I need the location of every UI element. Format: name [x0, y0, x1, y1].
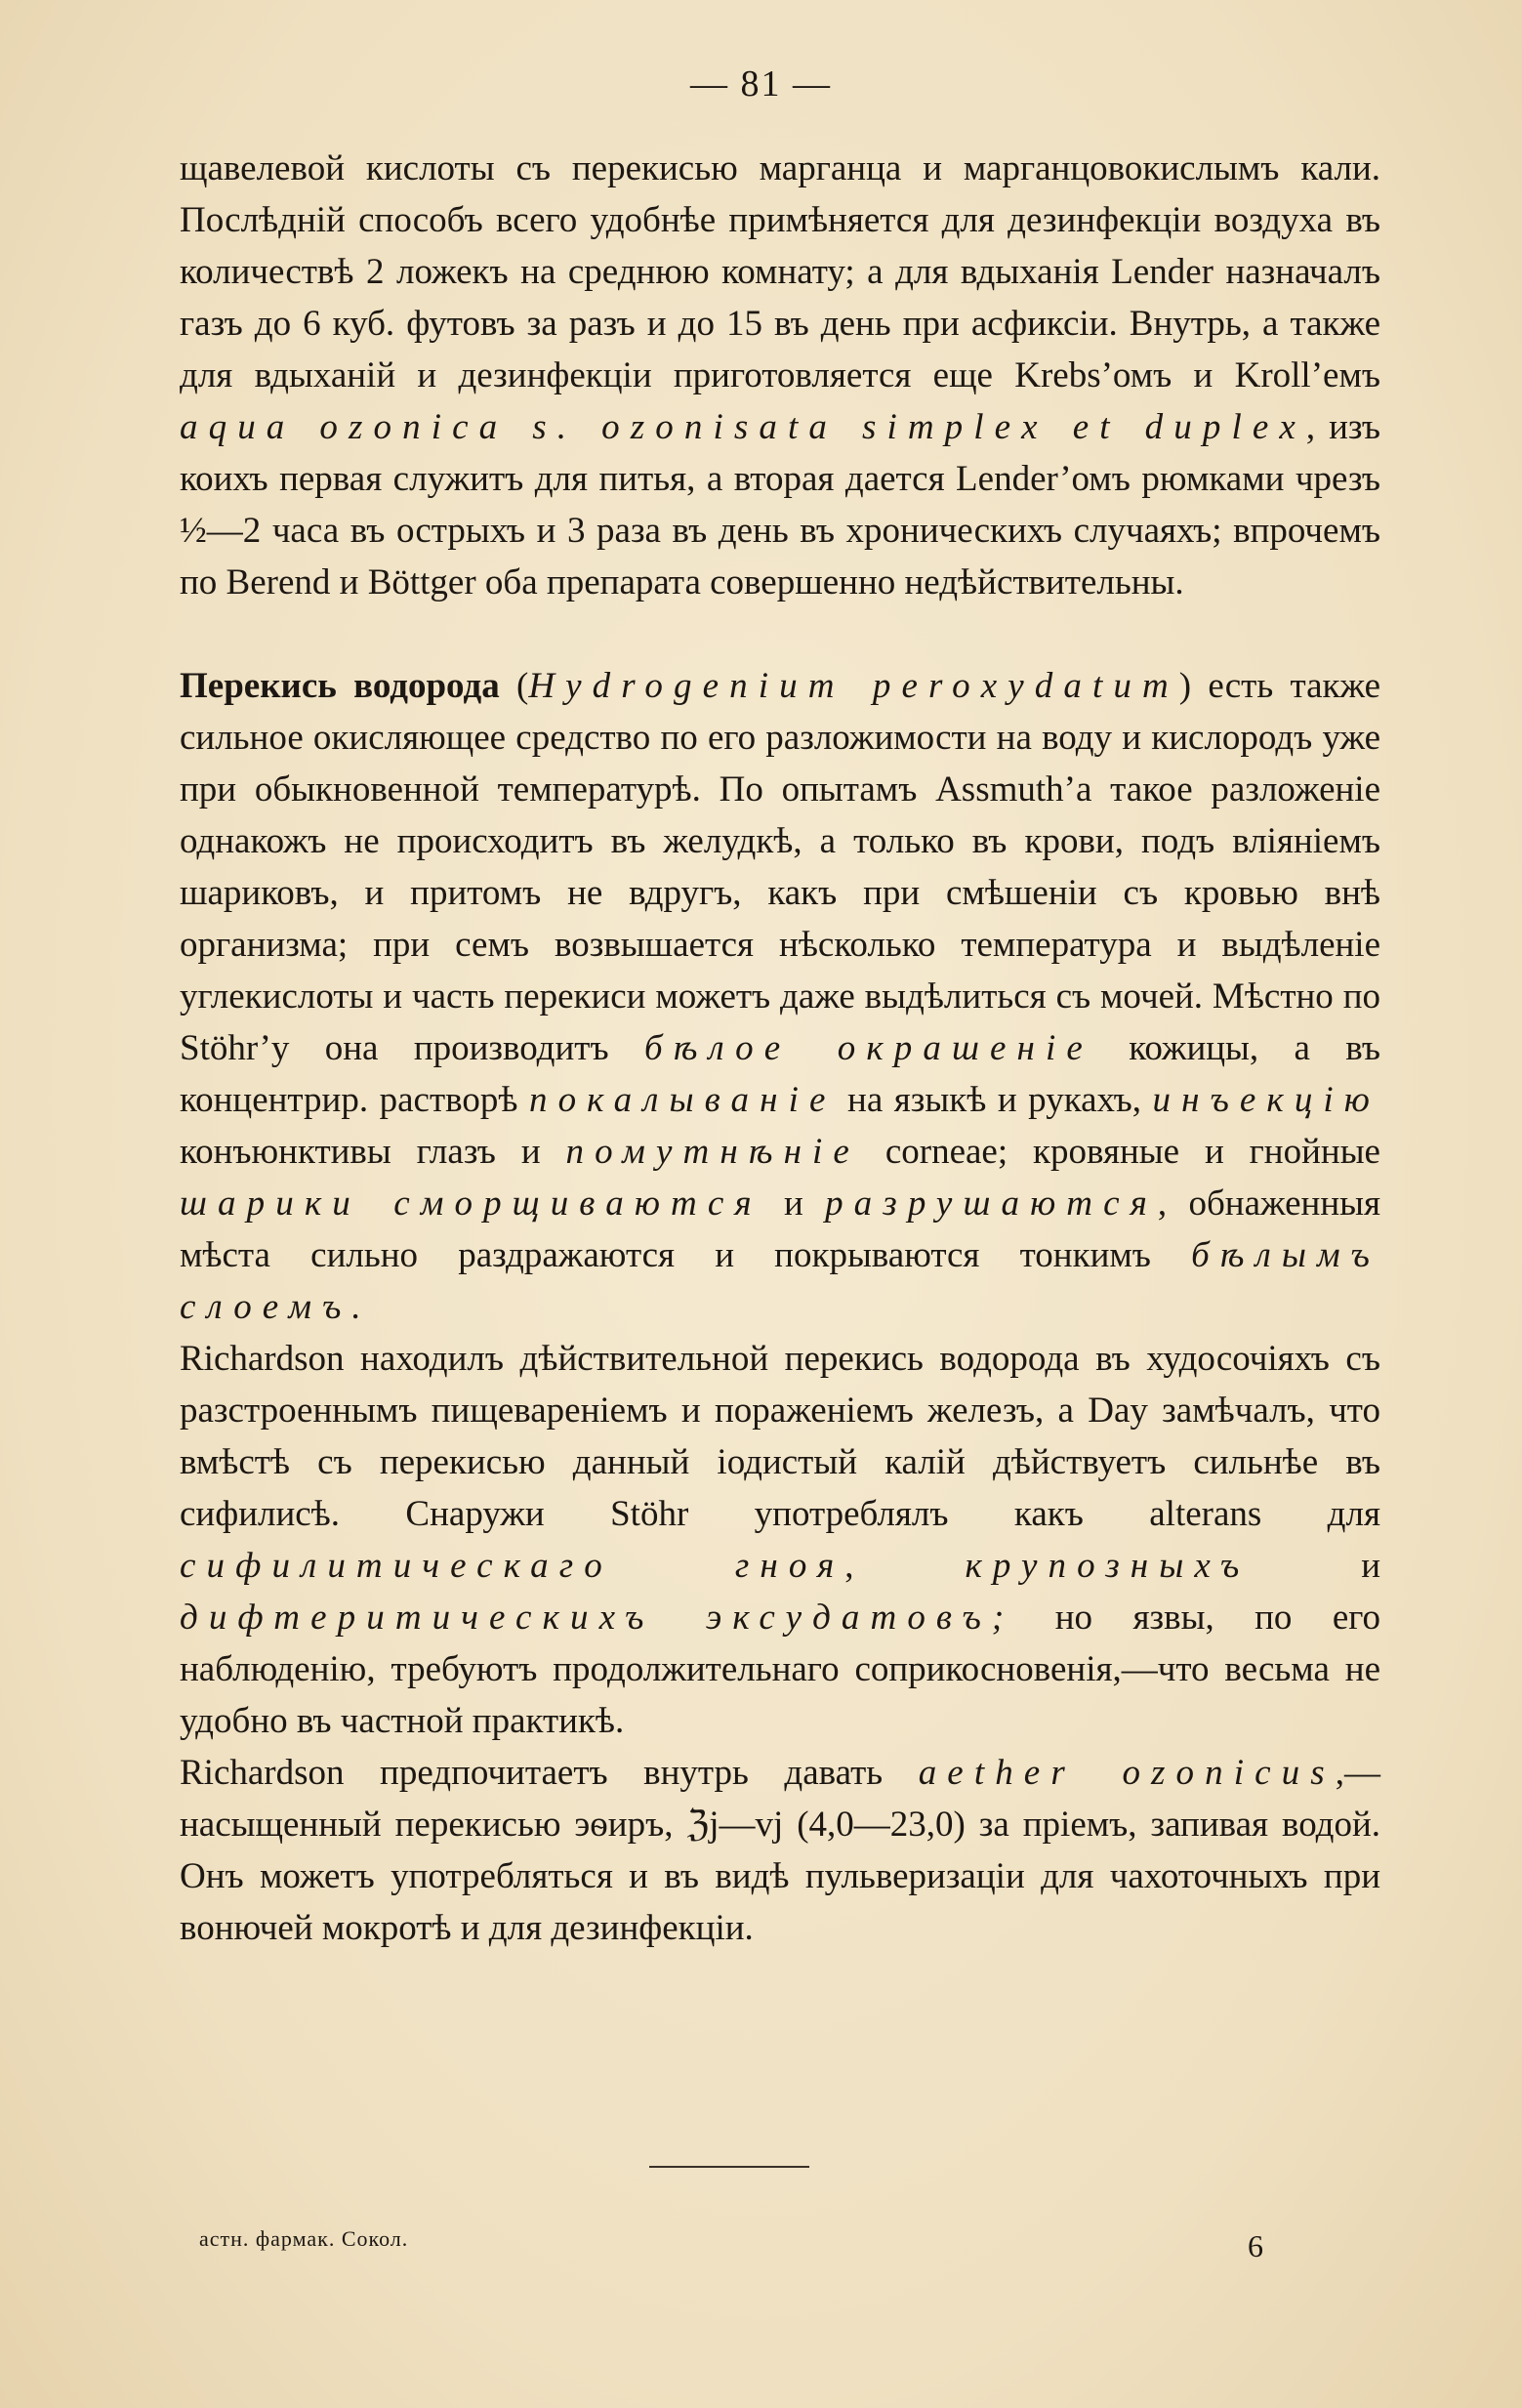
paragraph-2-text: конъюнктивы глазъ и: [180, 1132, 566, 1172]
paragraph-3-text: но язвы, по его наблюденію, требуютъ продолжительнаго соприкосновенія,—что весьма не удобно въ частной практикѣ.: [180, 1598, 1380, 1741]
paragraph-3: [180, 1333, 1380, 1747]
section-heading: Перекись водорода: [180, 666, 500, 706]
paragraph-2-paren: (: [499, 666, 529, 706]
spaced-term: инъекцію: [1152, 1080, 1380, 1120]
paragraph-3-text: ,: [844, 1546, 966, 1586]
paragraph-2: [180, 660, 1380, 1333]
paragraph-2-text: кожицы, а въ концентрир. растворѣ: [180, 1028, 1380, 1120]
paragraph-4: [180, 1747, 1380, 1954]
spaced-term: сифилитическаго гноя: [180, 1546, 845, 1586]
spaced-term: дифтеритическихъ эксудатовъ;: [180, 1598, 1015, 1638]
spaced-term: бѣлымъ слоемъ.: [180, 1235, 1380, 1327]
paragraph-2-text: , обнаженныя мѣста сильно раздражаются и покрываются тонкимъ: [180, 1183, 1381, 1275]
paragraph-2-text: и: [761, 1183, 826, 1224]
paragraph-2-text: на языкѣ и рукахъ,: [836, 1080, 1153, 1120]
spaced-term: бѣлое окрашеніе: [643, 1028, 1093, 1068]
paragraph-3-text: Richardson находилъ дѣйствительной перекись водорода въ худосочіяхъ съ разстроеннымъ пищевареніемъ и пораженіемъ железъ, а Day замѣчалъ, что вмѣстѣ съ перекисью данный іодистый калій дѣйствуетъ сильнѣе въ сифилисѣ. Снаружи Stöhr употреблялъ какъ alterans для: [180, 1339, 1380, 1534]
sheet-number: 6: [1248, 2228, 1263, 2263]
spaced-term: покалываніе: [528, 1080, 837, 1120]
paragraph-1-text: щавелевой кислоты съ перекисью марганца и марганцовокислымъ кали. Послѣдній способъ всего удобнѣе примѣняется для дезинфекціи воздуха въ количествѣ 2 ложекъ на среднюю комнату; а для вдыханія Lender назначалъ газъ до 6 куб. футовъ за разъ и до 15 въ день при асфиксіи. Внутрь, а также для вдыханій и дезинфекціи приготовляется еще Krebs’омъ и Kroll’емъ: [180, 148, 1380, 395]
paragraph-4-text: ,—насыщенный перекисью эѳиръ, ℨj—vj (4,0—23,0) за пріемъ, запивая водой. Онъ можетъ употребляться и въ видѣ пульверизаціи для чахоточныхъ при вонючей мокротѣ и для дезинфекціи.: [180, 1753, 1380, 1948]
latin-term-aether-ozonicus: aether ozonicus: [918, 1753, 1336, 1793]
paragraph-1-text-end: , изъ коихъ первая служитъ для питья, а вторая дается Lender’омъ рюмками чрезъ ½—2 часа въ острыхъ и 3 раза въ день въ хроническихъ случаяхъ; впрочемъ по Berend и Böttger оба препарата совершенно недѣйствительны.: [180, 407, 1380, 602]
paragraph-2-text: corneae; кровяные и гнойные: [859, 1132, 1380, 1172]
spaced-term: помутнѣніе: [565, 1132, 860, 1172]
body-text: [180, 143, 1380, 1954]
page-number: — 81 —: [690, 63, 832, 104]
divider-rule: [649, 2166, 809, 2168]
footer-signature: астн. фармак. Сокол.: [199, 2226, 409, 2251]
latin-term-aqua-ozonica: aqua ozonica s. ozonisata simplex et duplex: [180, 407, 1306, 447]
section-gap: [180, 608, 1380, 660]
spaced-term: крупозныхъ: [965, 1546, 1251, 1586]
paragraph-3-text: и: [1250, 1546, 1380, 1586]
paragraph-2-text: ) есть также сильное окисляющее средство по его разложимости на воду и кислородъ уже при обыкновенной температурѣ. По опытамъ Assmuth’а такое разложеніе однакожъ не происходитъ въ желудкѣ, а только въ крови, подъ вліяніемъ шариковъ, и притомъ не вдругъ, какъ при смѣшеніи съ кровью внѣ организма; при семъ возвышается нѣсколько температура и выдѣленіе углекислоты и часть перекиси можетъ даже выдѣлиться съ мочей. Мѣстно по Stöhr’у она производитъ: [180, 666, 1381, 1068]
spaced-term: разрушаются: [825, 1183, 1158, 1224]
spaced-term: шарики сморщиваются: [180, 1183, 762, 1224]
paragraph-1: [180, 143, 1380, 608]
paragraph-4-text: Richardson предпочитаетъ внутрь давать: [180, 1753, 919, 1793]
latin-term-hydrogenium: Hydrogenium peroxydatum: [528, 666, 1179, 706]
